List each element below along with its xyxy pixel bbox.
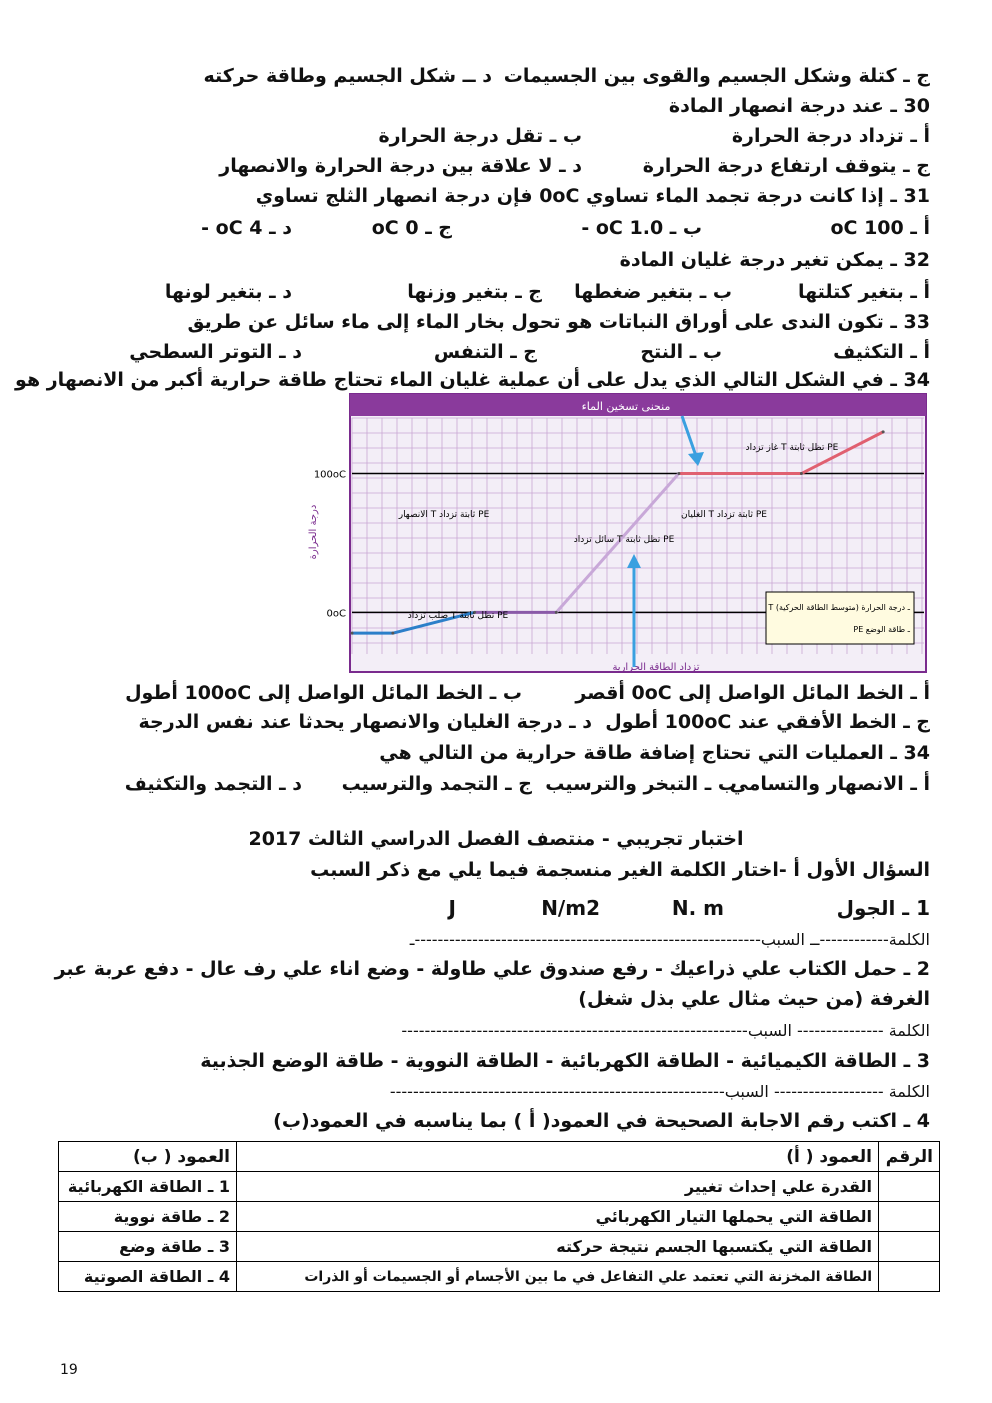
row-b-cell: 1 ـ الطاقة الكهربائية [59, 1172, 237, 1202]
p2-stem: 2 ـ حمل الكتاب علي ذراعيك - رفع صندوق علي طاولة - وضع اناء علي رف عال - دفع عربة عبر [54, 958, 930, 980]
row-a-cell: القدرة علي إحداث تغيير [237, 1172, 879, 1202]
p2-answer-line[interactable]: الكلمة --------------- السبب------------------------------------------------------------ [401, 1021, 930, 1040]
q29-option-d: د ــ شكل الجسيم وطاقة حركته [203, 65, 492, 87]
header-num: الرقم [879, 1142, 940, 1172]
q32-stem: 32 ـ يمكن تغير درجة غليان المادة [619, 249, 930, 271]
q35-option-d: د ـ التجمد والتكثيف [124, 773, 302, 795]
q32-option-a: أ ـ بتغير كتلتها [797, 281, 930, 303]
curve-point-5 [677, 472, 680, 475]
label-solid: صلب تزداد T تظل ثابتة PE [407, 611, 509, 621]
p4-stem: 4 ـ اكتب رقم الاجابة الصحيحة في العمود( أ ) بما يناسبه في العمود(ب) [273, 1110, 930, 1132]
p1-first-word: 1 ـ الجول [836, 896, 930, 920]
q34-option-b: ب ـ الخط المائل الواصل إلى 100oC أطول [125, 682, 522, 704]
q33-option-d: د ـ التوتر السطحي [129, 341, 302, 363]
q35-option-c: ج ـ التجمد والترسيب [341, 773, 532, 795]
exam-title: اختبار تجريبي - منتصف الفصل الدراسي الثالث 2017 [248, 828, 744, 850]
p1-word-nm: N. m [671, 896, 724, 920]
table-row [59, 1172, 940, 1202]
p1-answer-line[interactable]: الكلمة------------ــ السبب------------------------------------------------------------ـ [409, 930, 930, 949]
legend-box [766, 592, 914, 644]
curve-point-6 [800, 472, 803, 475]
label-boiling: الغليان T ثابتة تزداد PE [681, 510, 767, 520]
q32-option-c: ج ـ بتغير وزنها [407, 281, 542, 303]
p1-word-j: J [448, 896, 456, 920]
y-tick-0: 0oC [326, 608, 346, 620]
matching-table [58, 1141, 940, 1292]
curve-point-4 [555, 611, 558, 614]
p3-answer-line[interactable]: الكلمة ------------------- السبب---------------------------------------------------------- [389, 1082, 930, 1101]
header-column-a: العمود ( أ) [237, 1142, 879, 1172]
curve-point-2 [391, 632, 394, 635]
row-a-cell: الطاقة التي يكتسبها الجسم نتيجة حركته [237, 1232, 879, 1262]
row-num-cell[interactable] [879, 1202, 940, 1232]
header-column-b: العمود ( ب) [59, 1142, 237, 1172]
q34-stem: 34 ـ في الشكل التالي الذي يدل على أن عملية غليان الماء تحتاج طاقة حرارية أكبر من الانصهار هو [15, 369, 930, 391]
row-a-cell: الطاقة التي يحملها التيار الكهربائي [237, 1202, 879, 1232]
row-b-cell: 2 ـ طاقة نووية [59, 1202, 237, 1232]
q31-option-c: ج ـ 0 oC [371, 217, 452, 239]
q30-option-b: ب ـ تقل درجة الحرارة [378, 125, 582, 147]
label-gas: غاز تزداد T تظل ثابتة PE [745, 443, 839, 453]
p2-stem-cont: الغرفة (من حيث مثال علي بذل شغل) [578, 988, 930, 1010]
q34-option-a: أ ـ الخط المائل الواصل إلى 0oC أقصر [575, 682, 930, 704]
heating-curve-chart [296, 392, 928, 678]
row-b-cell: 4 ـ الطاقة الصوتية [59, 1262, 237, 1292]
row-num-cell[interactable] [879, 1172, 940, 1202]
table-row [59, 1262, 940, 1292]
table-row [59, 1202, 940, 1232]
question1-title: السؤال الأول أ -اختار الكلمة الغير منسجمة فيما يلي مع ذكر السبب [310, 859, 930, 881]
q35-option-a: أ ـ الانصهار والتسامي [729, 773, 930, 795]
q30-option-a: أ ـ تزداد درجة الحرارة [731, 125, 930, 147]
q34-option-d: د ـ درجة الغليان والانصهار يحدثا عند نفس الدرجة [138, 711, 592, 733]
row-num-cell[interactable] [879, 1262, 940, 1292]
q30-stem: 30 ـ عند درجة انصهار المادة [668, 95, 930, 117]
y-tick-100: 100oC [313, 469, 346, 481]
q30-option-c: ج ـ يتوقف ارتفاع درجة الحرارة [642, 155, 930, 177]
curve-point-1 [351, 632, 354, 635]
q31-stem: 31 ـ إذا كانت درجة تجمد الماء تساوي 0oC فإن درجة انصهار الثلج تساوي [255, 185, 930, 207]
q30-option-d: د ـ لا علاقة بين درجة الحرارة والانصهار [219, 155, 582, 177]
label-liquid: سائل تزداد T تظل ثابتة PE [573, 535, 675, 545]
q35-stem: 34 ـ العمليات التي تحتاج إضافة طاقة حرارية من التالي هي [379, 742, 930, 764]
q29-option-c: ج ـ كتلة وشكل الجسيم والقوى بين الجسيمات [503, 65, 930, 87]
y-axis-label: درجة الحرارة [308, 504, 319, 560]
x-axis-label: تزداد الطاقة الحرارية [612, 662, 700, 673]
q31-option-a: أ ـ 100 oC [830, 217, 930, 239]
q33-stem: 33 ـ تكون الندى على أوراق النباتات هو تحول بخار الماء إلى ماء سائل عن طريق [187, 311, 930, 333]
q31-option-b: ب ـ 1.0 oC - [581, 217, 702, 239]
q32-option-b: ب ـ بتغير ضغطها [574, 281, 732, 303]
row-b-cell: 3 ـ طاقة وضع [59, 1232, 237, 1262]
legend-item-pe: PE ـ طاقة الوضع [853, 625, 910, 634]
row-a-cell: الطاقة المخزنة التي تعتمد علي التفاعل في ما بين الأجسام أو الجسيمات أو الذرات [237, 1262, 879, 1292]
page-number: 19 [60, 1362, 78, 1378]
curve-point-7 [882, 430, 885, 433]
q33-option-a: أ ـ التكثيف [833, 341, 930, 363]
legend-item-t: T ـ درجة الحرارة (متوسط الطاقة الحركية) [768, 603, 910, 612]
q33-option-c: ج ـ التنفس [433, 341, 537, 363]
table-row [59, 1232, 940, 1262]
chart-title: منحنى تسخين الماء [581, 400, 671, 413]
label-melting: الانصهار T ثابتة تزداد PE [398, 510, 490, 520]
row-num-cell[interactable] [879, 1232, 940, 1262]
q33-option-b: ب ـ النتح [640, 341, 722, 363]
table-header-row [59, 1142, 940, 1172]
q34-option-c: ج ـ الخط الأفقي عند 100oC أطول [605, 711, 930, 733]
q35-option-b: ب ـ التبخر والترسيب [545, 773, 737, 795]
q31-option-d: د ـ 4 oC - [201, 217, 292, 239]
p1-word-nm2: N/m2 [541, 896, 600, 920]
p3-stem: 3 ـ الطاقة الكيميائية - الطاقة الكهربائية - الطاقة النووية - طاقة الوضع الجذبية [200, 1050, 930, 1072]
q32-option-d: د ـ بتغير لونها [164, 281, 292, 303]
